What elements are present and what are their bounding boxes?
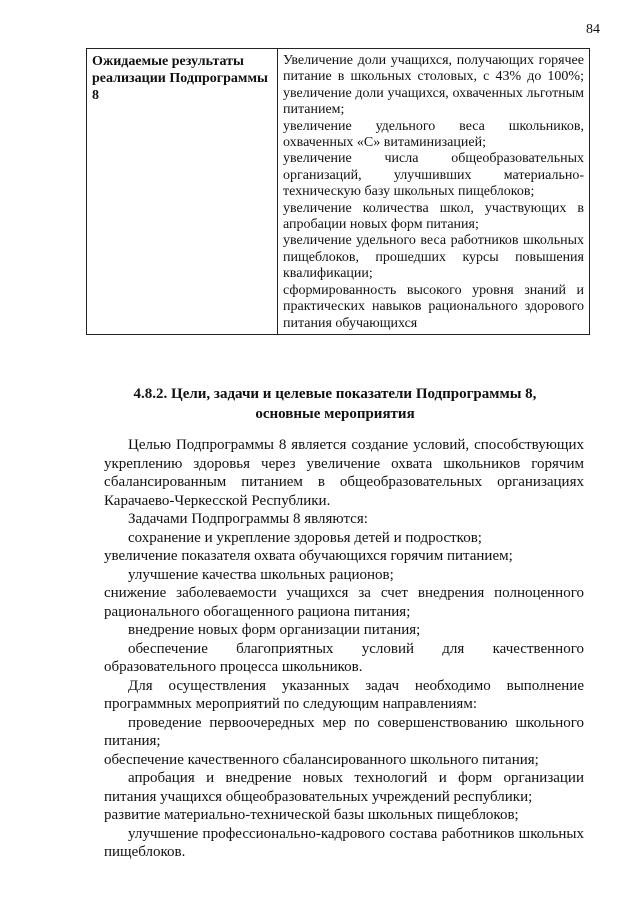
list-item: увеличение показателя охвата обучающихся горячим питанием; <box>104 548 513 564</box>
list-item: улучшение профессионально-кадрового состава работников школьных пищеблоков. <box>104 825 584 860</box>
list-item: обеспечение качественного сбалансированного школьного питания; <box>104 751 539 768</box>
result-item: сформированность высокого уровня знаний и практических навыков рационального здорового питания обучающихся <box>283 282 584 331</box>
list-item: сохранение и укрепление здоровья детей и подростков; <box>128 529 482 546</box>
page-number: 84 <box>586 22 600 37</box>
result-item: увеличение числа общеобразовательных организаций, улучшивших материально-техническую базу школьных пищеблоков; <box>283 151 584 200</box>
result-item: увеличение количества школ, участвующих в апробации новых форм питания; <box>283 200 584 233</box>
list-item: улучшение качества школьных рационов; <box>128 566 394 583</box>
result-item: увеличение удельного веса школьников, охваченных «С» витаминизацией; <box>283 118 584 151</box>
list-item: внедрение новых форм организации питания; <box>128 622 421 638</box>
result-item: увеличение удельного веса работников школьных пищеблоков, прошедших курсы повышения квалификации; <box>283 233 584 282</box>
list-item: снижение заболеваемости учащихся за счет внедрения полноценного рационального обогащенного рациона питания; <box>104 585 584 620</box>
list-item: проведение первоочередных мер по совершенствованию школьного питания; <box>104 714 584 749</box>
list-item: апробация и внедрение новых технологий и форм организации питания учащихся общеобразовательных учреждений республики; <box>104 770 584 805</box>
section-heading: 4.8.2. Цели, задачи и целевые показатели Подпрограммы 8, основные мероприятия <box>133 386 537 422</box>
expected-results-table <box>86 48 590 335</box>
paragraph-tasks-intro: Задачами Подпрограммы 8 являются: <box>128 511 368 527</box>
list-item: обеспечение благоприятных условий для качественного образовательного процесса школьников. <box>104 640 584 675</box>
section-body <box>104 436 584 862</box>
table-results-cell <box>278 49 590 335</box>
paragraph-goal: Целью Подпрограммы 8 является создание условий, способствующих укреплению здоровья через увеличение охвата школьников горячим сбалансированным питанием в общеобразовательных организациях Карачаево-Черкесской Республики. <box>104 437 584 509</box>
paragraph-directions-intro: Для осуществления указанных задач необходимо выполнение программных мероприятий по следующим направлениям: <box>104 677 584 712</box>
result-item: Увеличение доли учащихся, получающих горячее питание в школьных столовых, с 43% до 100%; увеличение доли учащихся, охваченных льготным питанием; <box>283 53 584 118</box>
list-item: развитие материально-технической базы школьных пищеблоков; <box>104 807 519 823</box>
table-label-cell: Ожидаемые результаты реализации Подпрограммы 8 <box>87 49 278 335</box>
table-row <box>87 49 590 335</box>
